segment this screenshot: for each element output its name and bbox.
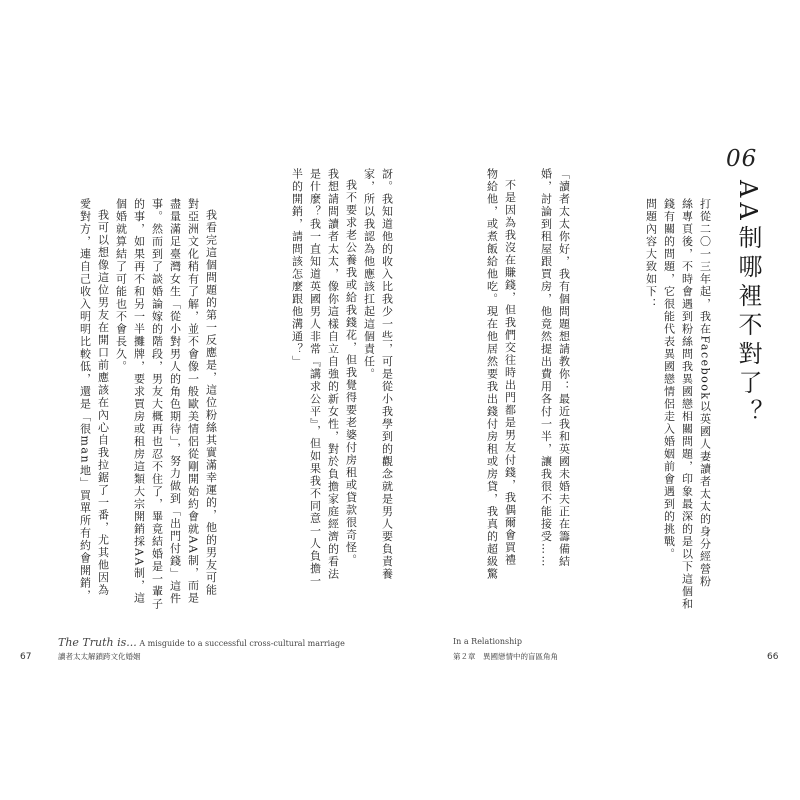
paragraph-column: 我可以想像這位男友在開口前應該在內心自我拉鋸了一番，尤其他因為 (96, 209, 110, 597)
paragraph-column: 我看完這個問題的第一反應是，這位粉絲其實滿幸運的，他的男友可能 (204, 209, 218, 597)
paragraph-column: 錢有關的問題，它很能代表異國戀情侶走入婚姻前會遇到的挑戰。 (662, 198, 676, 561)
footer-script-title: The Truth is... (58, 636, 137, 649)
paragraph-column: 對亞洲文化稍有了解，並不會像一般歐美情侶從剛開始約會就AA制，而是 (186, 198, 200, 605)
paragraph-column: 的事，如果再不和另一半攤牌，要求買房或租房這類大宗開銷採AA制，這 (132, 198, 146, 605)
paragraph-column: 絲專頁後，不時會遇到粉絲問我異國戀相關問題，印象最深的是以下這個和 (680, 198, 694, 611)
quote-column: 婚，討論到租屋跟買房，他竟然提出費用各付一半，讓我很不能接受…… (539, 168, 553, 568)
quote-column: 「讀者太太你好，我有個問題想請教你：最近我和英國未婚夫正在籌備結 (557, 168, 571, 568)
chapter-number: 06 (726, 146, 758, 172)
paragraph-column: 問題內容大致如下： (644, 198, 658, 311)
left-footer-book: 讀者太太解鎖跨文化婚姻 (58, 652, 141, 661)
paragraph-column: 打從二〇一三年起，我在Facebook以英國人妻讀者太太的身分經營粉 (698, 198, 712, 589)
right-footer-chapter: 第２章 異國戀情中的盲區角角 (453, 652, 558, 661)
paragraph-column: 盡量滿足臺灣女生「從小對男人的角色期待」，努力做到「出門付錢」這件 (168, 198, 182, 605)
left-footer-en (58, 636, 345, 649)
page-number-left: 67 (20, 652, 32, 662)
quote-column: 半的開銷，請問該怎麼跟他溝通？」 (290, 168, 304, 368)
quote-column: 家，所以我認為他應該扛起這個責任。 (362, 168, 376, 381)
chapter-title: AA制哪裡不對了？ (734, 180, 762, 428)
paragraph-column: 愛對方，連自己收入明明比較低，還是「很man地」買單所有約會開銷， (78, 198, 92, 602)
quote-column: 物給他，或煮飯給他吃。現在他居然要我出錢付房租或房貸，我真的超級驚 (485, 168, 499, 581)
quote-column: 我不要求老公養我或給我錢花，但我覺得要老婆付房租或貸款很奇怪。 (344, 179, 358, 567)
page-number-right: 66 (767, 652, 779, 662)
quote-column: 我想請問讀者太太，像你這樣自立自強的新女性，對於負擔家庭經濟的看法 (326, 168, 340, 581)
footer-subtitle: A misguide to a successful cross-cultural marriage (139, 639, 345, 648)
quote-column: 訝。我知道他的收入比我少一些，可是從小我學到的觀念就是男人要負責養 (380, 168, 394, 581)
quote-column: 不是因為我沒在賺錢，但我們交往時出門都是男友付錢，我偶爾會買禮 (503, 179, 517, 567)
paragraph-column: 事。然而到了談婚論嫁的階段，男友大概再也忍不住了，畢竟結婚是一輩子 (150, 198, 164, 611)
right-footer-en: In a Relationship (453, 637, 522, 646)
quote-column: 是什麼？我一直知道英國男人非常『講求公平』，但如果我不同意一人負擔一 (308, 168, 322, 588)
paragraph-column: 個婚就算結了可能也不會長久。 (114, 198, 128, 373)
